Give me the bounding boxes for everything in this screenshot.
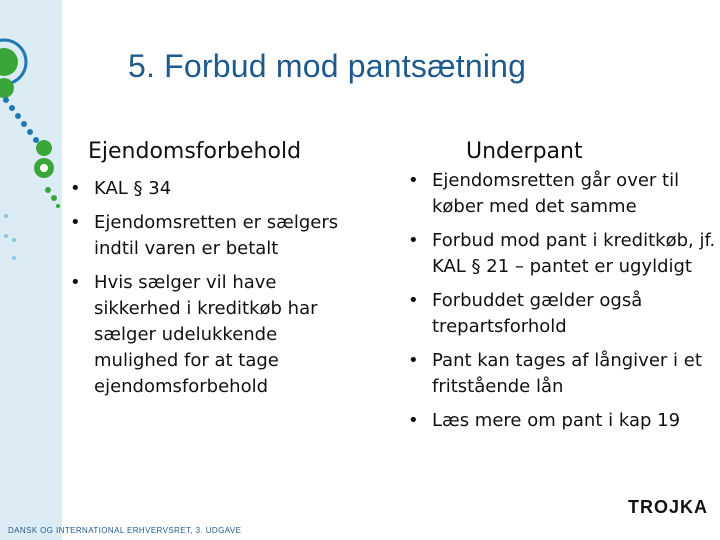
slide-title: 5. Forbud mod pantsætning xyxy=(128,48,527,84)
list-item: • Ejendomsretten går over til køber med det samme xyxy=(402,168,717,220)
list-item: • KAL § 34 xyxy=(64,176,364,202)
right-bullet-list xyxy=(402,168,717,442)
list-item: • Pant kan tages af långiver i et fritstående lån xyxy=(402,348,717,400)
footer-text: DANSK OG INTERNATIONAL ERHVERVSRET, 3. UDGAVE xyxy=(8,526,242,535)
left-bullet-list xyxy=(64,176,364,408)
list-item: • Forbuddet gælder også trepartsforhold xyxy=(402,288,717,340)
list-item: • Hvis sælger vil have sikkerhed i kreditkøb har sælger udelukkende mulighed for at tage ejendomsforbehold xyxy=(64,270,364,400)
list-item: • Læs mere om pant i kap 19 xyxy=(402,408,717,434)
left-column-heading: Ejendomsforbehold xyxy=(88,139,302,164)
decorative-swirl xyxy=(0,0,62,540)
list-item: • Forbud mod pant i kreditkøb, jf. KAL § 21 – pantet er ugyldigt xyxy=(402,228,717,280)
list-item: • Ejendomsretten er sælgers indtil varen er betalt xyxy=(64,210,364,262)
brand-logo: TROJKA xyxy=(628,497,709,517)
right-column-heading: Underpant xyxy=(466,139,583,164)
